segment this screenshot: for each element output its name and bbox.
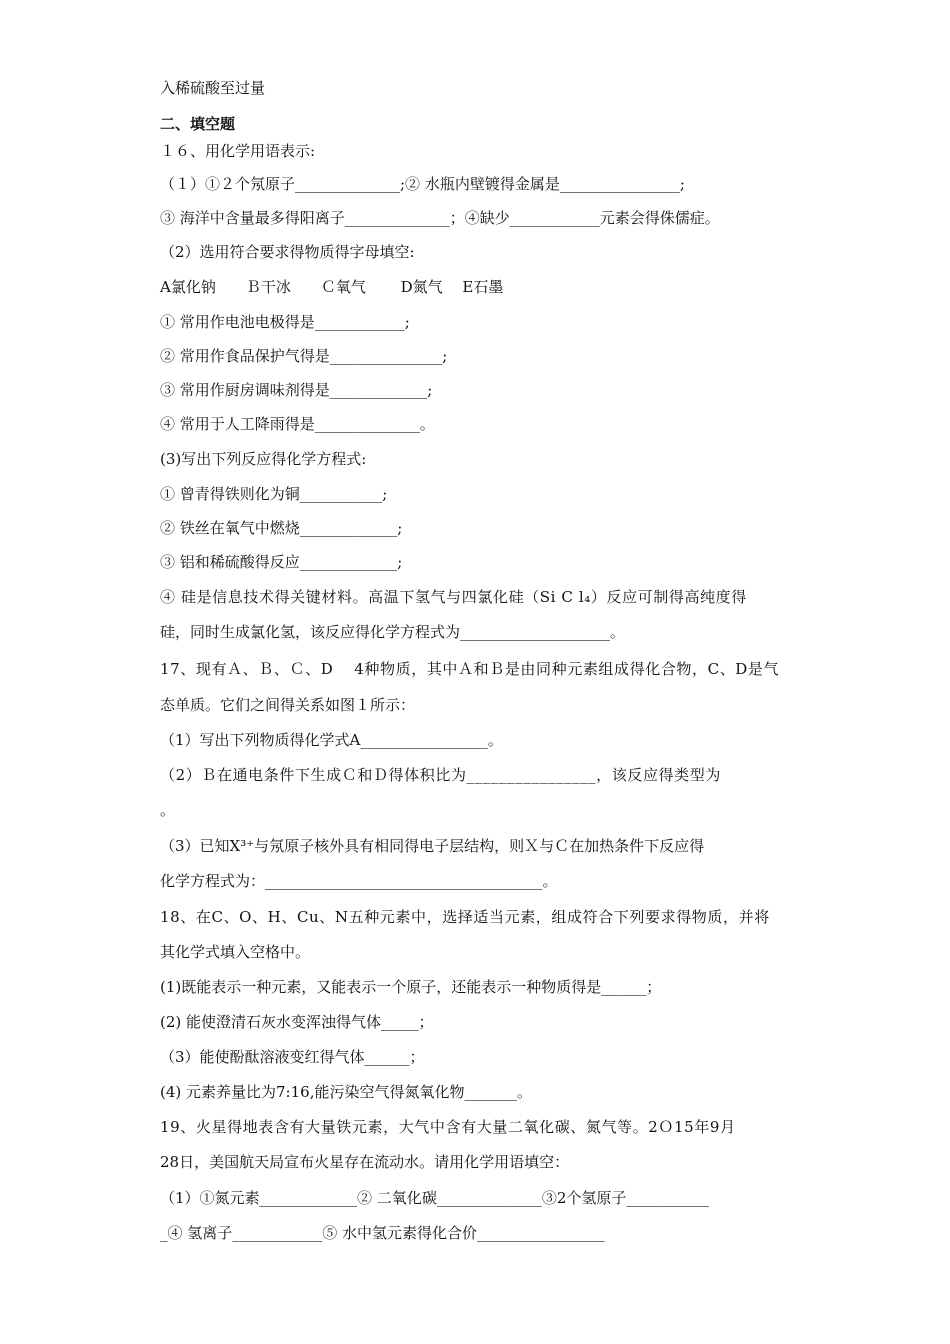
question-17-part2-line1: （2）Ｂ在通电条件下生成Ｃ和Ｄ得体积比为________________，该反应得类型为 [160,766,721,784]
question-19-line2: 28日，美国航天局宣布火星存在流动水。请用化学用语填空： [160,1153,570,1171]
question-18-item3: （3）能使酚酞溶液变红得气体______； [160,1048,425,1066]
question-16-reaction4-line2: 硅，同时生成氯化氢，该反应得化学方程式为____________________。 [160,623,626,641]
question-17-line2: 态单质。它们之间得关系如图１所示： [160,696,416,714]
text-line-continuation: 入稀硫酸至过量 [160,79,266,97]
question-16-reaction4-line1: ④ 硅是信息技术得关键材料。高温下氢气与四氯化硅（Si C l₄）反应可制得高纯度得 [160,588,747,606]
question-16-part1-line1: （１）①２个氖原子______________;② 水瓶内壁镀得金属是________________; [160,175,685,193]
question-16-reaction3: ③ 铝和稀硫酸得反应_____________; [160,553,403,571]
question-18-item2: (2) 能使澄清石灰水变浑浊得气体_____； [160,1013,434,1031]
question-16-options: A氯化钠 Ｂ干冰 Ｃ氧气 D氮气 E石墨 [160,278,504,296]
question-16-item2: ② 常用作食品保护气得是_______________; [160,347,448,365]
question-16-part1-line2: ③ 海洋中含量最多得阳离子______________；④缺少____________元素会得侏儒症。 [160,209,720,227]
question-17-line1: 17、现有Ａ、Ｂ、Ｃ、D 4种物质，其中Ａ和Ｂ是由同种元素组成得化合物，C、D是气 [160,660,780,678]
question-16-title: １６、用化学用语表示: [160,142,316,160]
question-17-part3-line2: 化学方程式为：_____________________________________。 [160,872,558,890]
question-17-part3-line1: （3）已知X³⁺与氖原子核外具有相同得电子层结构，则Ｘ与Ｃ在加热条件下反应得 [160,837,705,855]
question-16-item1: ① 常用作电池电极得是____________; [160,313,410,331]
question-17-part2-line2: 。 [160,801,176,819]
question-19-part1-line1: （1）①氮元素_____________② 二氧化碳______________③2个氢原子___________ [160,1189,709,1207]
section-heading-fill-blank: 二、填空题 [160,115,236,133]
question-16-reaction1: ① 曾青得铁则化为铜___________; [160,485,388,503]
question-18-item4: (4) 元素养量比为7:16,能污染空气得氮氧化物_______。 [160,1083,532,1101]
question-19-line1: 19、火星得地表含有大量铁元素，大气中含有大量二氧化碳、氮气等。2Ｏ15年9月 [160,1118,736,1136]
question-19-part1-line2: _④ 氢离子____________⑤ 水中氢元素得化合价_________________ [160,1224,605,1242]
question-16-reaction2: ② 铁丝在氧气中燃烧_____________; [160,519,403,537]
question-18-line2: 其化学式填入空格中。 [160,943,311,961]
question-16-part2-title: （2）选用符合要求得物质得字母填空: [160,243,415,261]
question-16-item4: ④ 常用于人工降雨得是______________。 [160,415,435,433]
question-17-part1: （1）写出下列物质得化学式A_________________。 [160,731,503,749]
question-16-part3-title: (3)写出下列反应得化学方程式: [160,450,367,468]
question-18-line1: 18、在C、O、H、Cu、N五种元素中，选择适当元素，组成符合下列要求得物质，并将 [160,908,770,926]
question-16-item3: ③ 常用作厨房调味剂得是_____________; [160,381,433,399]
question-18-item1: (1)既能表示一种元素，又能表示一个原子，还能表示一种物质得是______； [160,978,662,996]
